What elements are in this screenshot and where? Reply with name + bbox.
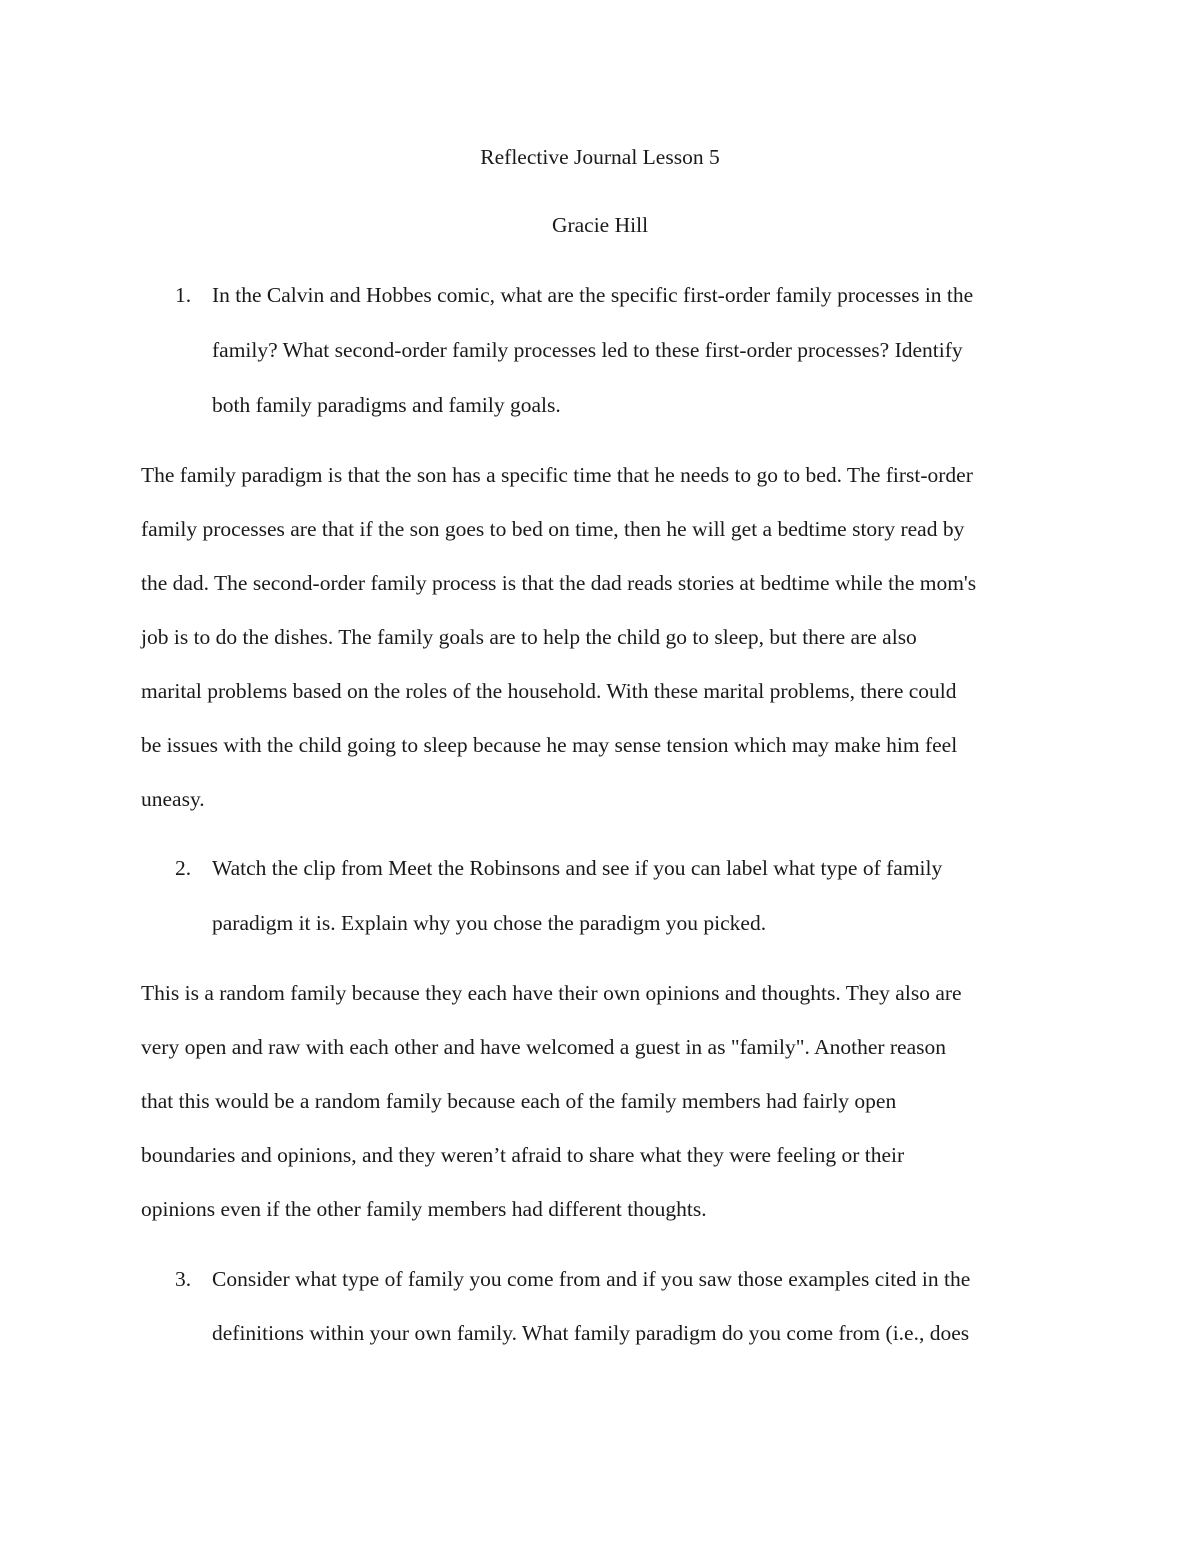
question-line: definitions within your own family. What family paradigm do you come from (i.e., does bbox=[212, 1321, 970, 1345]
question-number: 2. bbox=[175, 856, 192, 880]
answer-line: The family paradigm is that the son has a specific time that he needs to go to bed. The first-order bbox=[141, 463, 973, 487]
document-title: Reflective Journal Lesson 5 bbox=[480, 145, 720, 169]
question-line: family? What second-order family processes led to these first-order processes? Identify bbox=[212, 338, 963, 362]
answer-line: This is a random family because they each have their own opinions and thoughts. They also are bbox=[141, 981, 962, 1005]
question-line: In the Calvin and Hobbes comic, what are the specific first-order family processes in the bbox=[212, 283, 974, 307]
answer-line: job is to do the dishes. The family goals are to help the child go to sleep, but there are also bbox=[141, 625, 917, 649]
question-line: paradigm it is. Explain why you chose the paradigm you picked. bbox=[212, 911, 767, 935]
answer-line: the dad. The second-order family process is that the dad reads stories at bedtime while the mom's bbox=[141, 571, 977, 595]
question-line: Watch the clip from Meet the Robinsons and see if you can label what type of family bbox=[212, 856, 943, 880]
answer-line: very open and raw with each other and have welcomed a guest in as "family". Another reason bbox=[141, 1035, 947, 1059]
answer-line: opinions even if the other family members had different thoughts. bbox=[141, 1197, 707, 1221]
answer-line: boundaries and opinions, and they weren’t afraid to share what they were feeling or their bbox=[141, 1143, 905, 1167]
answer-line: family processes are that if the son goes to bed on time, then he will get a bedtime story read by bbox=[141, 517, 965, 541]
answer-line: uneasy. bbox=[141, 787, 205, 811]
answer-line: marital problems based on the roles of the household. With these marital problems, there could bbox=[141, 679, 957, 703]
question-number: 1. bbox=[175, 283, 192, 307]
question-line: both family paradigms and family goals. bbox=[212, 393, 561, 417]
question-number: 3. bbox=[175, 1267, 192, 1291]
author-name: Gracie Hill bbox=[551, 213, 649, 237]
answer-line: be issues with the child going to sleep because he may sense tension which may make him feel bbox=[141, 733, 958, 757]
question-line: Consider what type of family you come from and if you saw those examples cited in the bbox=[212, 1267, 971, 1291]
answer-line: that this would be a random family because each of the family members had fairly open bbox=[141, 1089, 897, 1113]
